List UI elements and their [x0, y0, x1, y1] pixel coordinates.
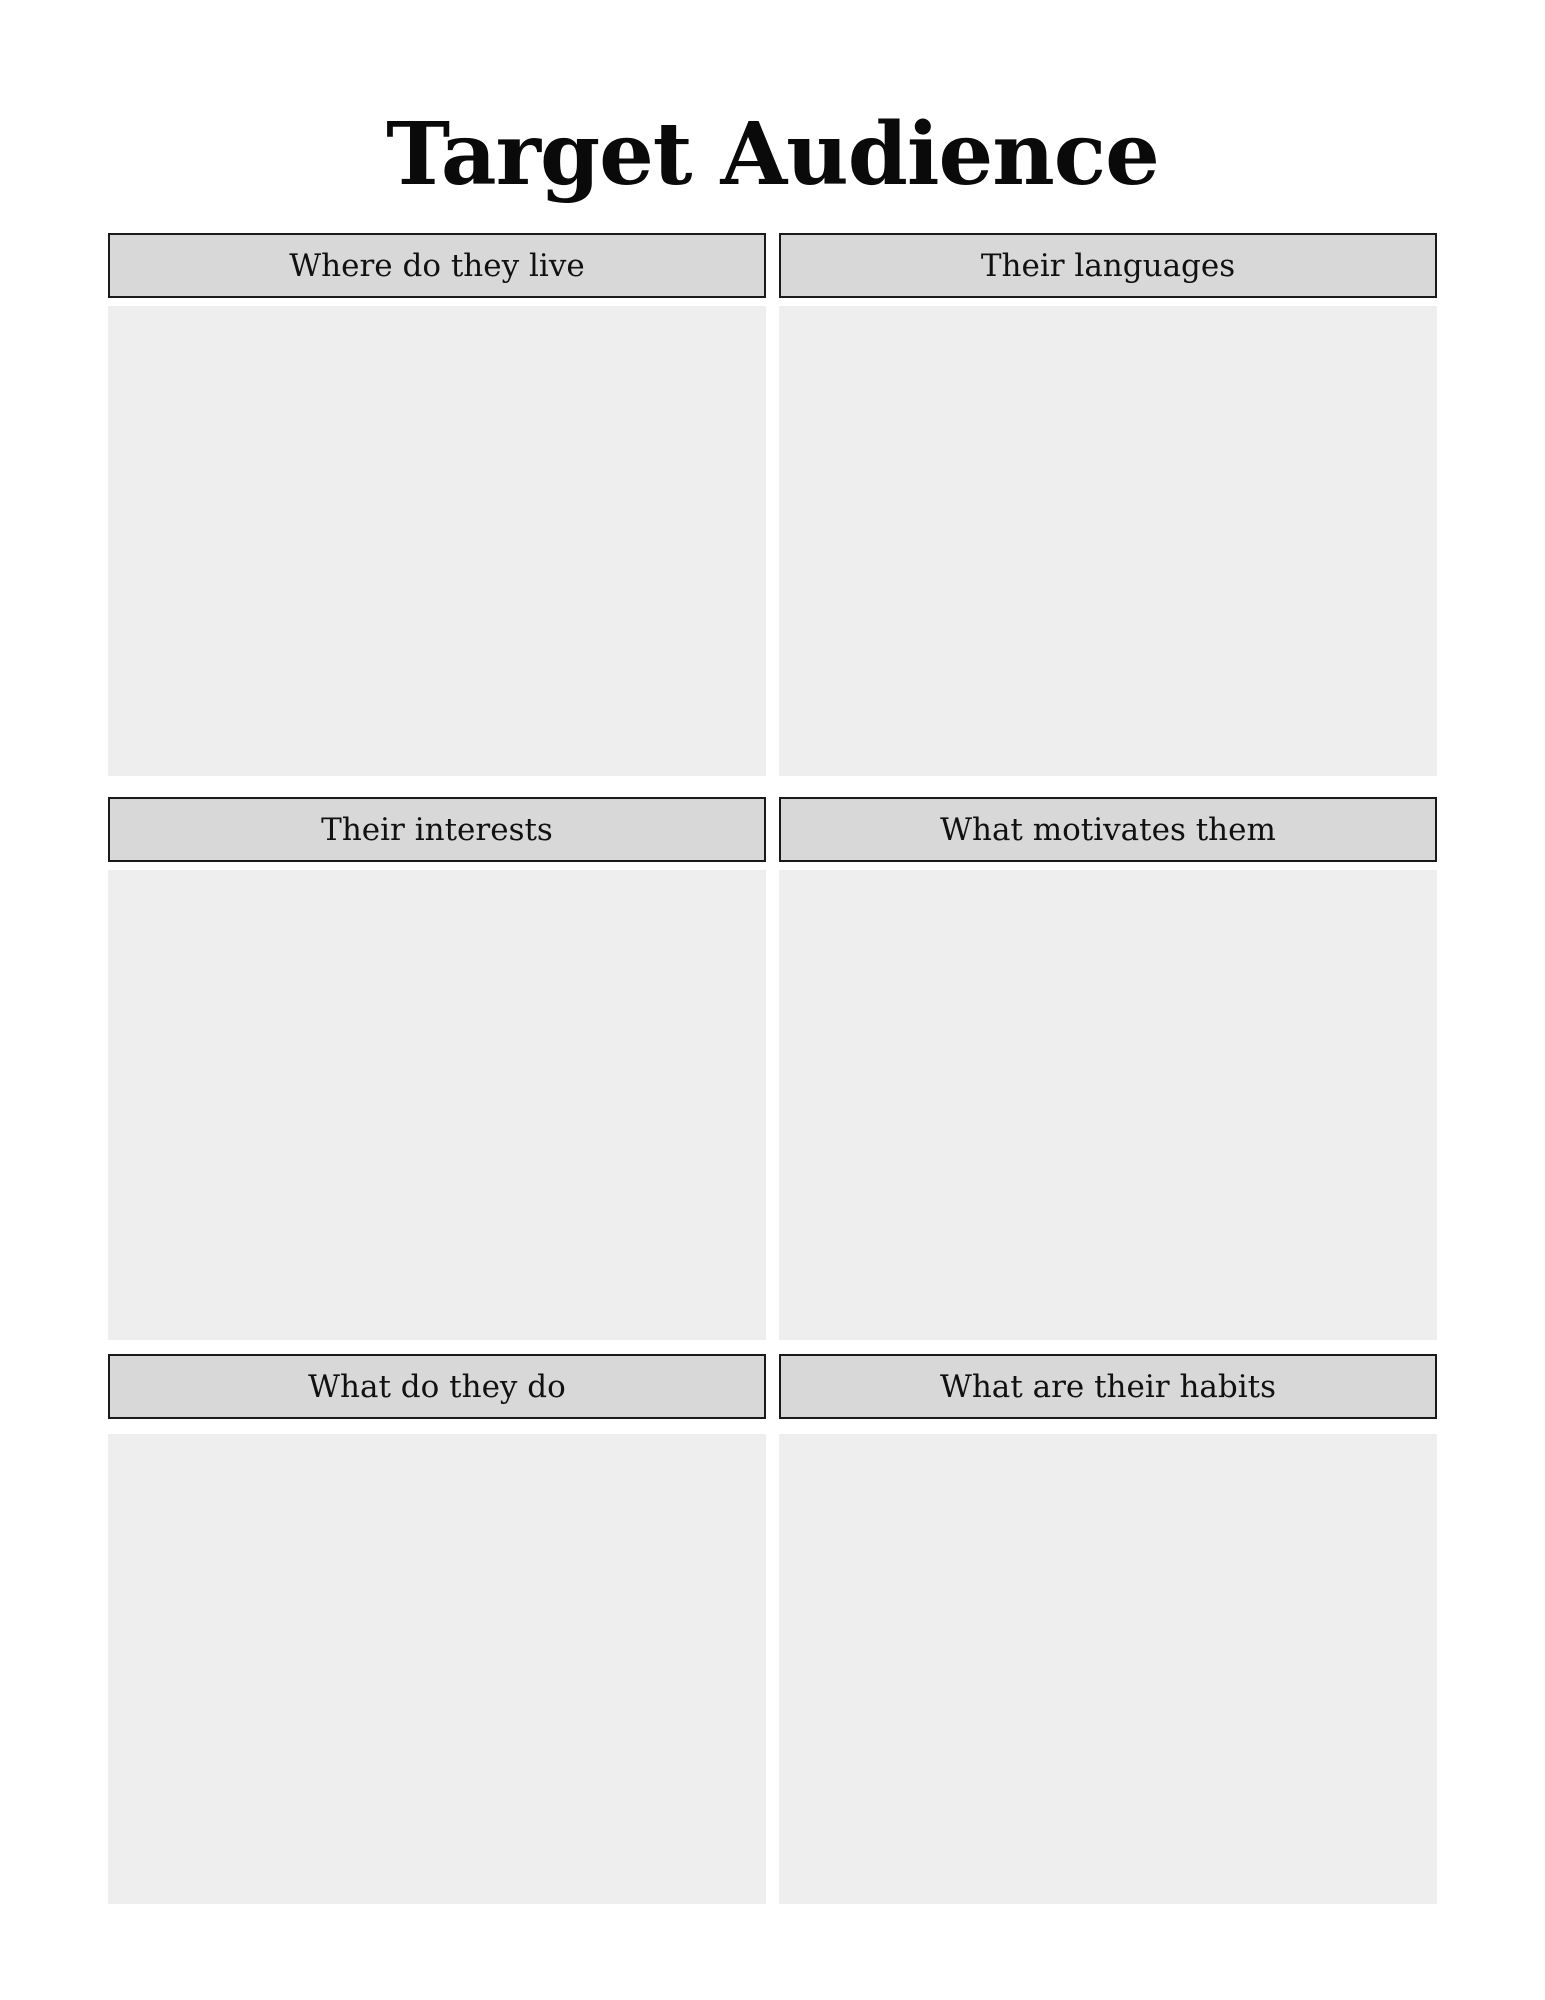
section-where-do-they-live — [108, 233, 766, 776]
section-input-area[interactable] — [779, 870, 1437, 1340]
section-input-area[interactable] — [108, 1434, 766, 1904]
section-their-languages — [779, 233, 1437, 776]
section-header: Where do they live — [108, 233, 766, 298]
section-header: What motivates them — [779, 797, 1437, 862]
section-header: What do they do — [108, 1354, 766, 1419]
page-title: Target Audience — [386, 104, 1159, 205]
section-input-area[interactable] — [108, 870, 766, 1340]
section-header: What are their habits — [779, 1354, 1437, 1419]
section-input-area[interactable] — [108, 306, 766, 776]
section-input-area[interactable] — [779, 1434, 1437, 1904]
section-their-interests — [108, 797, 766, 1340]
section-header: Their interests — [108, 797, 766, 862]
section-what-do-they-do — [108, 1354, 766, 1904]
section-what-are-their-habits — [779, 1354, 1437, 1904]
section-input-area[interactable] — [779, 306, 1437, 776]
section-header: Their languages — [779, 233, 1437, 298]
section-what-motivates-them — [779, 797, 1437, 1340]
